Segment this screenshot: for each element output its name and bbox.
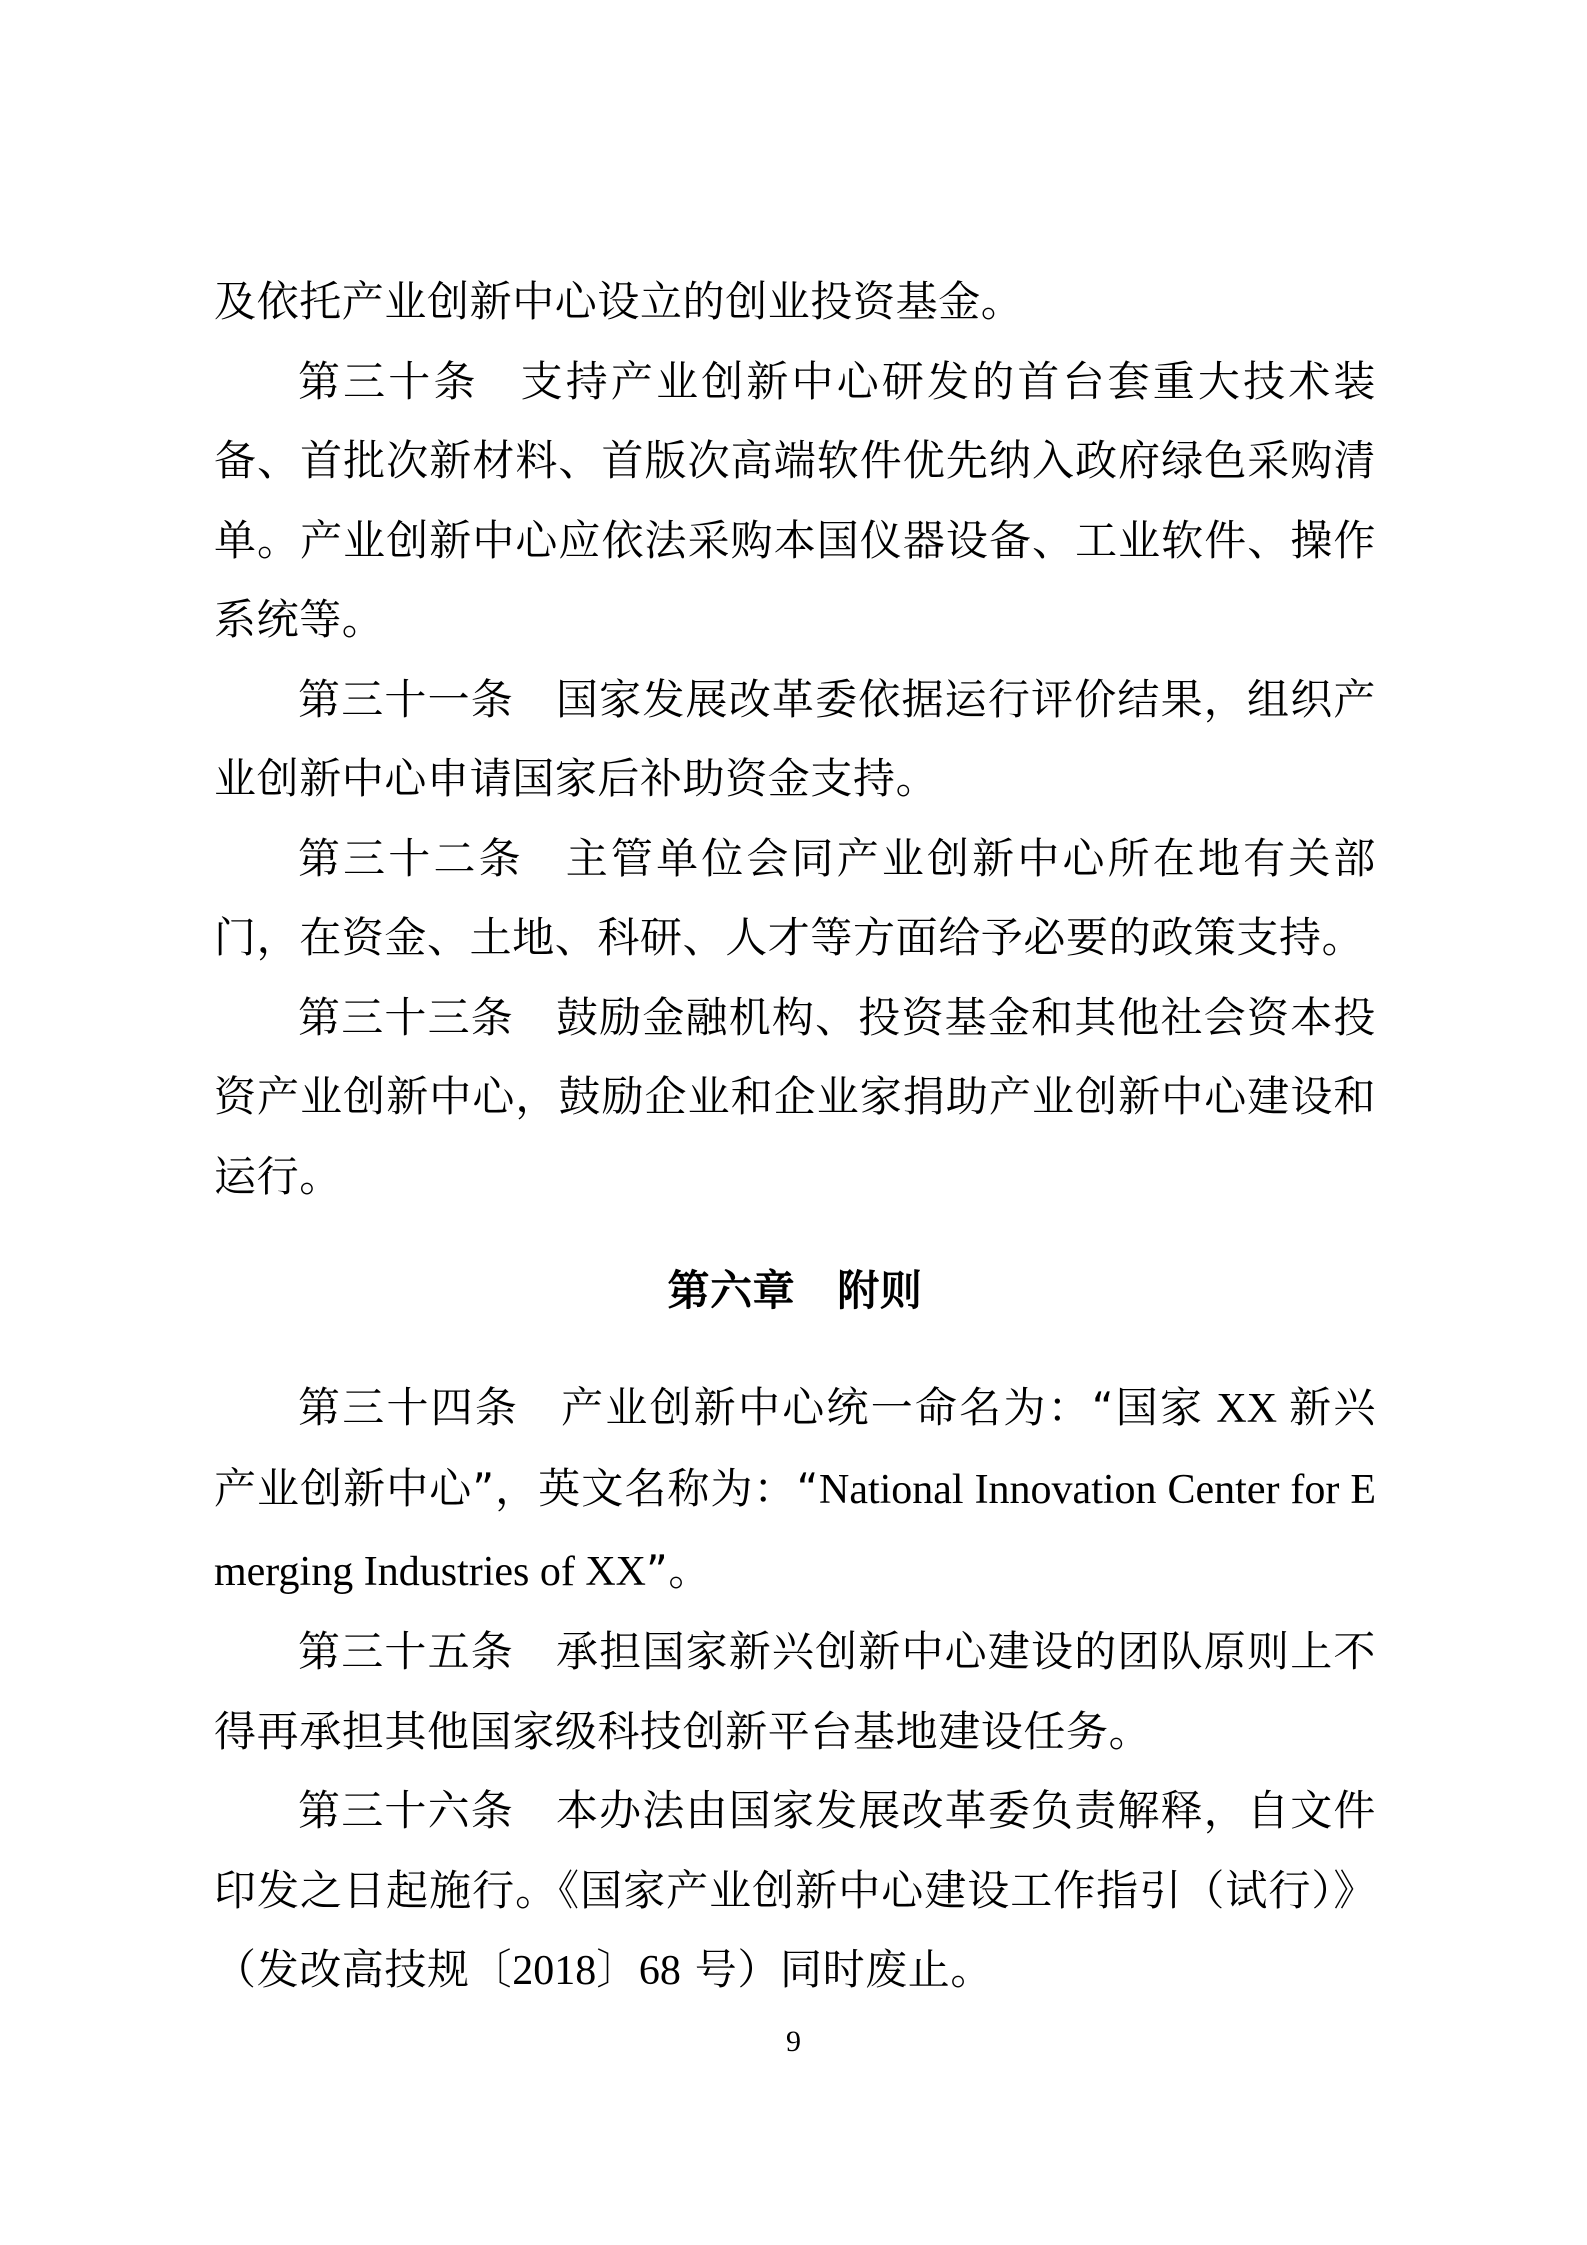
article-35 xyxy=(214,1612,1376,1771)
article-number: 第三十二条 xyxy=(298,833,524,883)
article-text-part: 〕 xyxy=(596,1945,639,1994)
article-text-part: 号）同时废止。 xyxy=(680,1945,993,1994)
chapter-heading xyxy=(214,1251,1376,1331)
article-30 xyxy=(214,342,1376,660)
article-number: 第三十条 xyxy=(298,356,479,406)
article-text-part: 产业创新中心统一命名为：“国家 xyxy=(561,1382,1205,1432)
paragraph-continuation xyxy=(214,262,1376,342)
document-body xyxy=(214,262,1376,2012)
article-latin-text: XX xyxy=(1204,1385,1290,1432)
article-text: 国家发展改革委依据运行评价结果，组织产业创新中心申请国家后补助资金支持。 xyxy=(214,674,1376,803)
article-text: 主管单位会同产业创新中心所在地有关部门，在资金、土地、科研、人才等方面给予必要的政策支持。 xyxy=(214,833,1376,962)
article-34 xyxy=(214,1368,1376,1613)
article-number: 第三十三条 xyxy=(298,992,514,1042)
article-31 xyxy=(214,660,1376,819)
article-number: 第三十五条 xyxy=(298,1627,514,1676)
article-text-part: 本办法由国家发展改革委负责解释，自文件印发之日起施行。《国家产业创新中心建设工作指引（试行）》（发改高技规〔 xyxy=(214,1786,1376,1994)
chapter-number: 第六章 xyxy=(667,1266,796,1315)
chapter-title: 附则 xyxy=(837,1266,923,1315)
article-33 xyxy=(214,978,1376,1217)
article-number: 第三十六条 xyxy=(298,1786,514,1835)
article-text-part: ”。 xyxy=(646,1545,711,1595)
page-number: 9 xyxy=(786,2025,801,2058)
article-32 xyxy=(214,819,1376,978)
paragraph-text: 及依托产业创新中心设立的创业投资基金。 xyxy=(214,277,1024,326)
article-number: 第三十四条 xyxy=(298,1382,520,1432)
article-latin-text: 2018 xyxy=(512,1948,597,1994)
article-text: 承担国家新兴创新中心建设的团队原则上不得再承担其他国家级科技创新平台基地建设任务。 xyxy=(214,1627,1376,1756)
article-number: 第三十一条 xyxy=(298,674,514,724)
article-text: 支持产业创新中心研发的首台套重大技术装备、首批次新材料、首版次高端软件优先纳入政府绿色采购清单。产业创新中心应依法采购本国仪器设备、工业软件、操作系统等。 xyxy=(214,356,1376,644)
article-text-part: 新兴产业创新中心”，英文名称为：“ xyxy=(214,1382,1376,1513)
article-text: 鼓励金融机构、投资基金和其他社会资本投资产业创新中心，鼓励企业和企业家捐助产业创新中心建设和运行。 xyxy=(214,992,1376,1201)
article-36 xyxy=(214,1771,1376,2012)
article-latin-text: 68 xyxy=(638,1948,681,1994)
article-english-name: National Innovation Center for Emerging Industries of XX xyxy=(214,1467,1376,1595)
